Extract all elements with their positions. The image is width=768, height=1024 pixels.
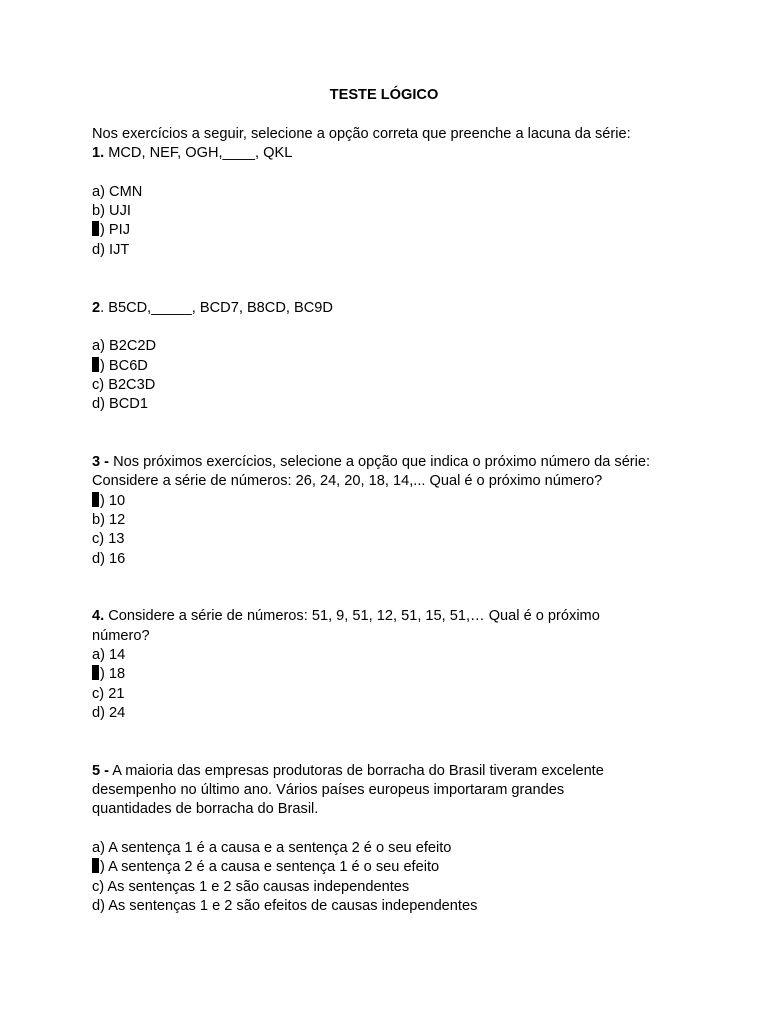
page-title: TESTE LÓGICO [329,87,439,103]
q1-option-a: a) CMN [92,183,143,200]
q1-option-d: d) IJT [92,241,130,258]
question-1-text: MCD, NEF, OGH,____, QKL [104,145,293,162]
document-body [92,125,692,916]
q1-option-b: b) UJI [92,203,131,220]
q3-option-a [92,492,692,511]
q2-option-b [92,357,692,376]
q4-option-c: c) 21 [92,685,125,702]
q3-option-a-text: ) 10 [100,492,126,509]
question-4-number: 4. [92,608,105,625]
question-5-number: 5 - [92,762,110,779]
question-5-text: A maioria das empresas produtoras de borracha do Brasil tiveram excelente desempenho no último ano. Vários países europeus importaram grandes quantidades de borracha do Brasil. [92,762,604,818]
q2-option-d: d) BCD1 [92,396,148,413]
q4-option-b-text: ) 18 [100,666,126,683]
q5-option-b [92,858,692,877]
q5-option-b-text: ) A sentença 2 é a causa e sentença 1 é o seu efeito [100,859,440,876]
q4-option-b [92,665,692,684]
q3-option-b: b) 12 [92,511,126,528]
q3-option-c: c) 13 [92,531,125,548]
question-2 [92,299,692,318]
intro-text: Nos exercícios a seguir, selecione a opção correta que preenche a lacuna da série: [92,126,631,142]
question-1-number: 1. [92,145,105,162]
q2-option-c: c) B2C3D [92,376,156,393]
q1-option-c-text: ) PIJ [100,222,130,239]
question-3-text: Nos próximos exercícios, selecione a opção que indica o próximo número da série: [109,454,651,471]
q5-option-a: a) A sentença 1 é a causa e a sentença 2 é o seu efeito [92,839,452,856]
q4-option-a: a) 14 [92,647,126,664]
answer-marker [92,858,99,873]
q5-option-c: c) As sentenças 1 e 2 são causas independentes [92,878,410,895]
answer-marker [92,357,99,372]
question-2-text: . B5CD,_____, BCD7, B8CD, BC9D [100,299,333,316]
q2-option-b-text: ) BC6D [100,357,148,374]
question-3 [92,453,692,472]
answer-marker [92,492,99,507]
question-3-number: 3 - [92,454,110,471]
answer-marker [92,221,99,236]
question-4-text: Considere a série de números: 51, 9, 51, 12, 51, 15, 51,… Qual é o próximo número? [92,608,600,644]
q3-option-d: d) 16 [92,550,126,567]
q2-option-a: a) B2C2D [92,338,157,355]
q1-option-c [92,221,692,240]
question-1 [92,144,692,163]
answer-marker [92,665,99,680]
question-3-series: Considere a série de números: 26, 24, 20, 18, 14,... Qual é o próximo número? [92,473,603,490]
question-4 [92,607,637,646]
question-5 [92,762,642,820]
q5-option-d: d) As sentenças 1 e 2 são efeitos de causas independentes [92,897,478,914]
question-2-number: 2 [92,299,101,316]
q4-option-d: d) 24 [92,704,126,721]
